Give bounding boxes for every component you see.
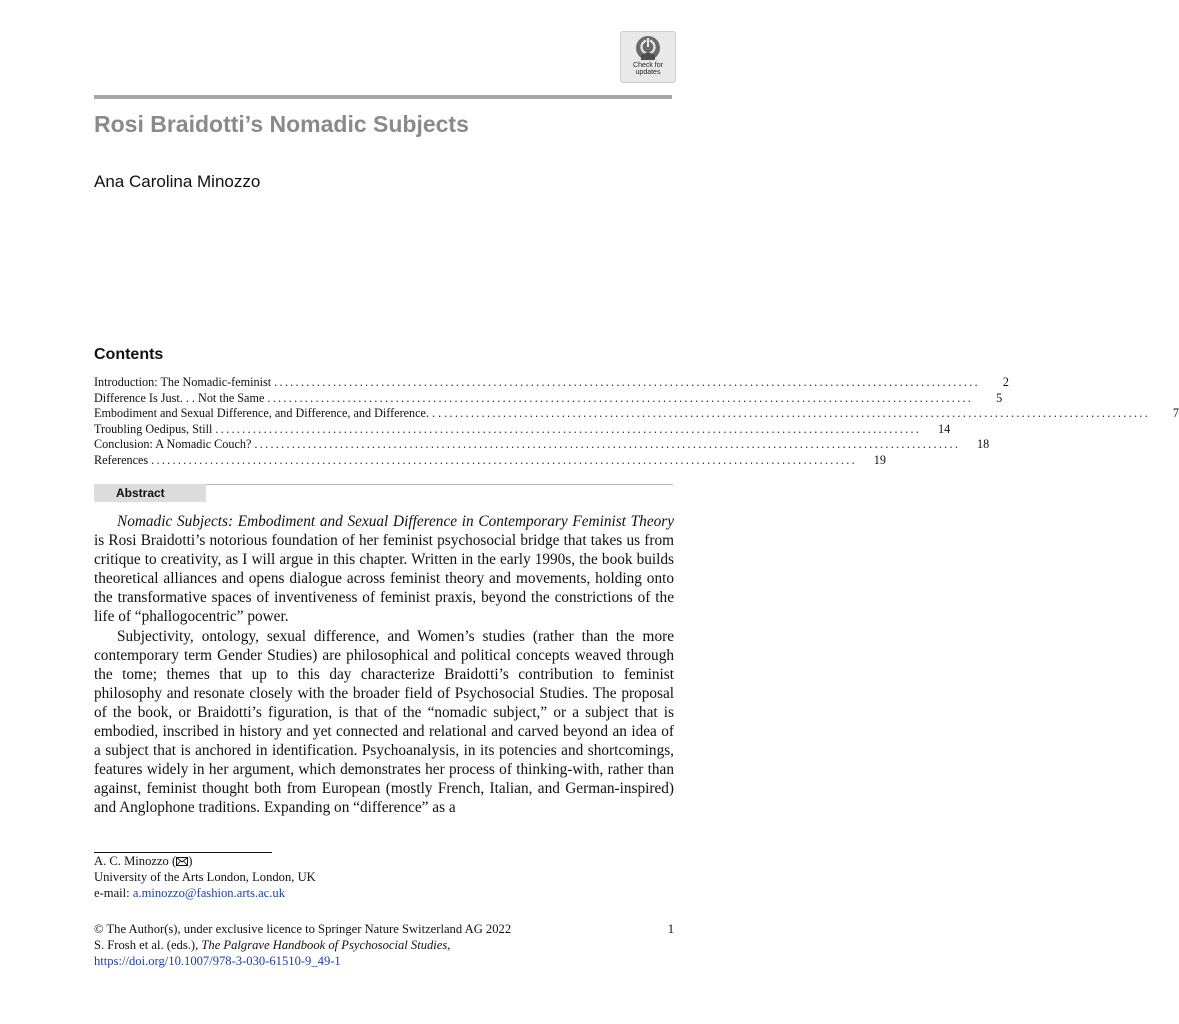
page-footer [94,921,511,969]
toc-entry[interactable] [94,437,990,453]
toc-entry-title: Introduction: The Nomadic-feminist [94,375,272,389]
toc-leader-dots: .................................................................................................................................... [274,375,980,389]
abstract-rule [206,484,673,485]
citation-suffix: , [447,938,451,952]
affiliation-name-close: ) [188,854,193,868]
toc-entry[interactable] [94,390,1003,407]
affiliation-institution: University of the Arts London, London, UK [94,870,316,884]
doi-link[interactable]: https://doi.org/10.1007/978-3-030-61510-9_49-1 [94,954,341,968]
email-label: e-mail: [94,886,133,900]
toc-leader-dots: .................................................................................................................................... [444,406,1150,421]
check-for-updates-badge[interactable] [620,31,676,83]
header-rule [94,95,672,99]
affiliation-email-line [94,885,316,901]
toc-entry-title: Difference Is Just. . . Not the Same [94,390,265,405]
affiliation-name-line [94,853,316,869]
toc-leader-dots: .................................................................................................................................... [151,452,857,467]
page-number: 1 [667,922,674,936]
toc-entry[interactable] [94,375,1009,391]
toc-entry-page: 5 [996,390,1003,405]
contents-heading: Contents [94,346,164,363]
book-title-italic: Nomadic Subjects: Embodiment and Sexual Difference in Contemporary Feminist Theory [117,513,674,530]
toc-entry-page: 19 [873,452,886,467]
citation-prefix: S. Frosh et al. (eds.), [94,938,202,952]
toc-entry[interactable] [94,452,886,469]
check-for-updates-icon [635,35,661,61]
toc-entry-title: References [94,452,149,467]
abstract-body [94,512,674,818]
abstract-paragraph-2: Subjectivity, ontology, sexual difference, and Women’s studies (rather than the more contemporary term Gender Studies) are philosophical and political concepts weaved through the tome; themes that up to this day characterize Braidotti’s contribution to feminist philosophy and resonate closely with the broader field of Psychosocial Studies. The proposal of the book, or Braidotti’s figuration, is that of the “nomadic subject,” or a subject that is embodied, inscribed in history and yet connected and relational and carved beyond an idea of a subject that is anchored in identification. Psychoanalysis, in its potencies and shortcomings, features widely in her argument, which demonstrates her process of thinking-with, rather than against, feminist thought both from European (mostly French, Italian, and German-inspired) and Anglophone traditions. Expanding on “difference” as a [94,627,674,817]
toc-entry[interactable] [94,421,951,438]
badge-label: Check for updates [633,62,663,76]
citation-book-title: The Palgrave Handbook of Psychosocial Studies [201,938,448,952]
author-name: Ana Carolina Minozzo [94,172,261,191]
envelope-icon[interactable] [176,857,188,866]
toc-entry-page: 14 [938,421,951,436]
toc-leader-dots: .................................................................................................................................... [215,421,922,436]
toc-entry-title: Embodiment and Sexual Difference, and Difference, and Difference. . . [94,406,442,421]
toc-entry-page: 7 [1172,406,1179,421]
affiliation-name: A. C. Minozzo ( [94,854,177,868]
abstract-paragraph-1 [94,512,674,627]
toc-entry-title: Troubling Oedipus, Still [94,421,213,436]
toc-entry-title: Conclusion: A Nomadic Couch? [94,437,252,452]
email-link[interactable]: a.minozzo@fashion.arts.ac.uk [132,886,286,900]
toc-entry[interactable] [94,406,1179,422]
toc-leader-dots: .................................................................................................................................... [254,437,961,452]
copyright-line: © The Author(s), under exclusive licence to Springer Nature Switzerland AG 2022 [94,922,512,936]
citation-line [94,937,511,953]
abstract-label: Abstract [94,484,206,502]
chapter-title: Rosi Braidotti’s Nomadic Subjects [94,111,469,137]
toc-entry-page: 2 [1002,375,1009,389]
table-of-contents [94,375,1179,469]
abstract-paragraph-1-text: is Rosi Braidotti’s notorious foundation of her feminist psychosocial bridge that takes us from critique to creativity, as I will argue in this chapter. Written in the early 1990s, the book builds theoretical alliances and opens dialogue across feminist theory and movements, holding onto the transformative spaces of inventiveness of feminist praxis, beyond the constrictions of the life of “phallogocentric” power. [94,532,674,626]
toc-entry-page: 18 [977,437,990,452]
toc-leader-dots: .................................................................................................................................... [267,390,974,405]
author-affiliation [94,853,316,901]
